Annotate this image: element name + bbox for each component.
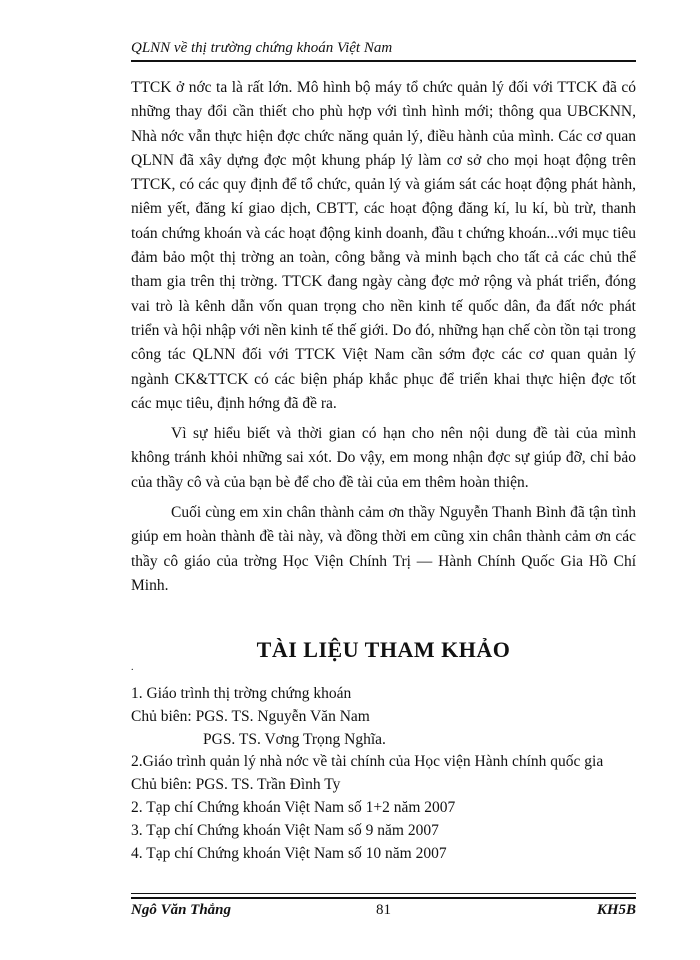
reference-line: 2.Giáo trình quản lý nhà nớc về tài chính của Học viện Hành chính quốc gia (131, 753, 604, 771)
reference-line: Chủ biên: PGS. TS. Trần Đình Ty (131, 776, 341, 794)
header-rule (131, 60, 636, 62)
body-text (131, 76, 636, 598)
paragraph-thanks: Cuối cùng em xin chân thành cảm ơn thầy Nguyễn Thanh Bình đã tận tình giúp em hoàn thành đề tài này, và đồng thời em cũng xin chân thành cảm ơn các thầy cô giáo của trờng Học Viện Chính Trị — Hành Chính Quốc Gia Hồ Chí Minh. (131, 504, 636, 594)
footer-rule-thin (131, 893, 636, 894)
page-number: 81 (376, 902, 391, 918)
references-list (131, 683, 636, 865)
paragraph-apology: Vì sự hiểu biết và thời gian có hạn cho nên nội dung đề tài của mình không tránh khỏi những sai xót. Do vậy, em mong nhận đợc sự giúp đỡ, chỉ bảo của thầy cô và của bạn bè để cho đề tài của em thêm hoàn thiện. (131, 425, 636, 491)
stray-dot: . (131, 662, 134, 673)
reference-line: 3. Tạp chí Chứng khoán Việt Nam số 9 năm 2007 (131, 821, 439, 839)
reference-line: Chủ biên: PGS. TS. Nguyễn Văn Nam (131, 707, 370, 725)
footer-author: Ngô Văn Thắng (131, 902, 232, 918)
footer-class-code: KH5B (596, 902, 636, 918)
footer-rule-thick (131, 897, 636, 899)
running-header: QLNN về thị trường chứng khoán Việt Nam (131, 40, 393, 56)
reference-line: 2. Tạp chí Chứng khoán Việt Nam số 1+2 năm 2007 (131, 798, 456, 816)
reference-line: 4. Tạp chí Chứng khoán Việt Nam số 10 năm 2007 (131, 844, 447, 862)
references-title: TÀI LIỆU THAM KHẢO (256, 637, 511, 662)
reference-line: PGS. TS. Vơng Trọng Nghĩa. (203, 730, 386, 748)
reference-line: 1. Giáo trình thị trờng chứng khoán (131, 685, 352, 702)
paragraph-conclusion: TTCK ở nớc ta là rất lớn. Mô hình bộ máy tổ chức quản lý đối với TTCK đã có những thay đổi cần thiết cho phù hợp với tình hình mới; thông qua UBCKNN, Nhà nớc vẫn thực hiện đợc chức năng quản lý, điều hành của mình. Các cơ quan QLNN đã xây dựng đợc một khung pháp lý làm cơ sở cho mọi hoạt động trên TTCK, có các quy định để tổ chức, quản lý và giám sát các hoạt động phát hành, niêm yết, đăng kí giao dịch, CBTT, các hoạt động đăng kí, lu kí, bù trừ, thanh toán chứng khoán và các hoạt động kinh doanh, đầu t chứng khoán...với mục tiêu đảm bảo một thị trờng an toàn, công bằng và minh bạch cho tất cả các chủ thể tham gia trên thị trờng. TTCK đang ngày càng đợc mở rộng và phát triển, đóng vai trò là kênh dẫn vốn quan trọng cho nền kinh tế quốc dân, đa đất nớc phát triển và hội nhập với nền kinh tế thế giới. Do đó, những hạn chế còn tồn tại trong công tác QLNN đối với TTCK Việt Nam cần sớm đợc các cơ quan quản lý ngành CK&TTCK có các biện pháp khắc phục để triển khai thực hiện đợc tốt các mục tiêu, định hớng đã đề ra. (131, 79, 636, 412)
